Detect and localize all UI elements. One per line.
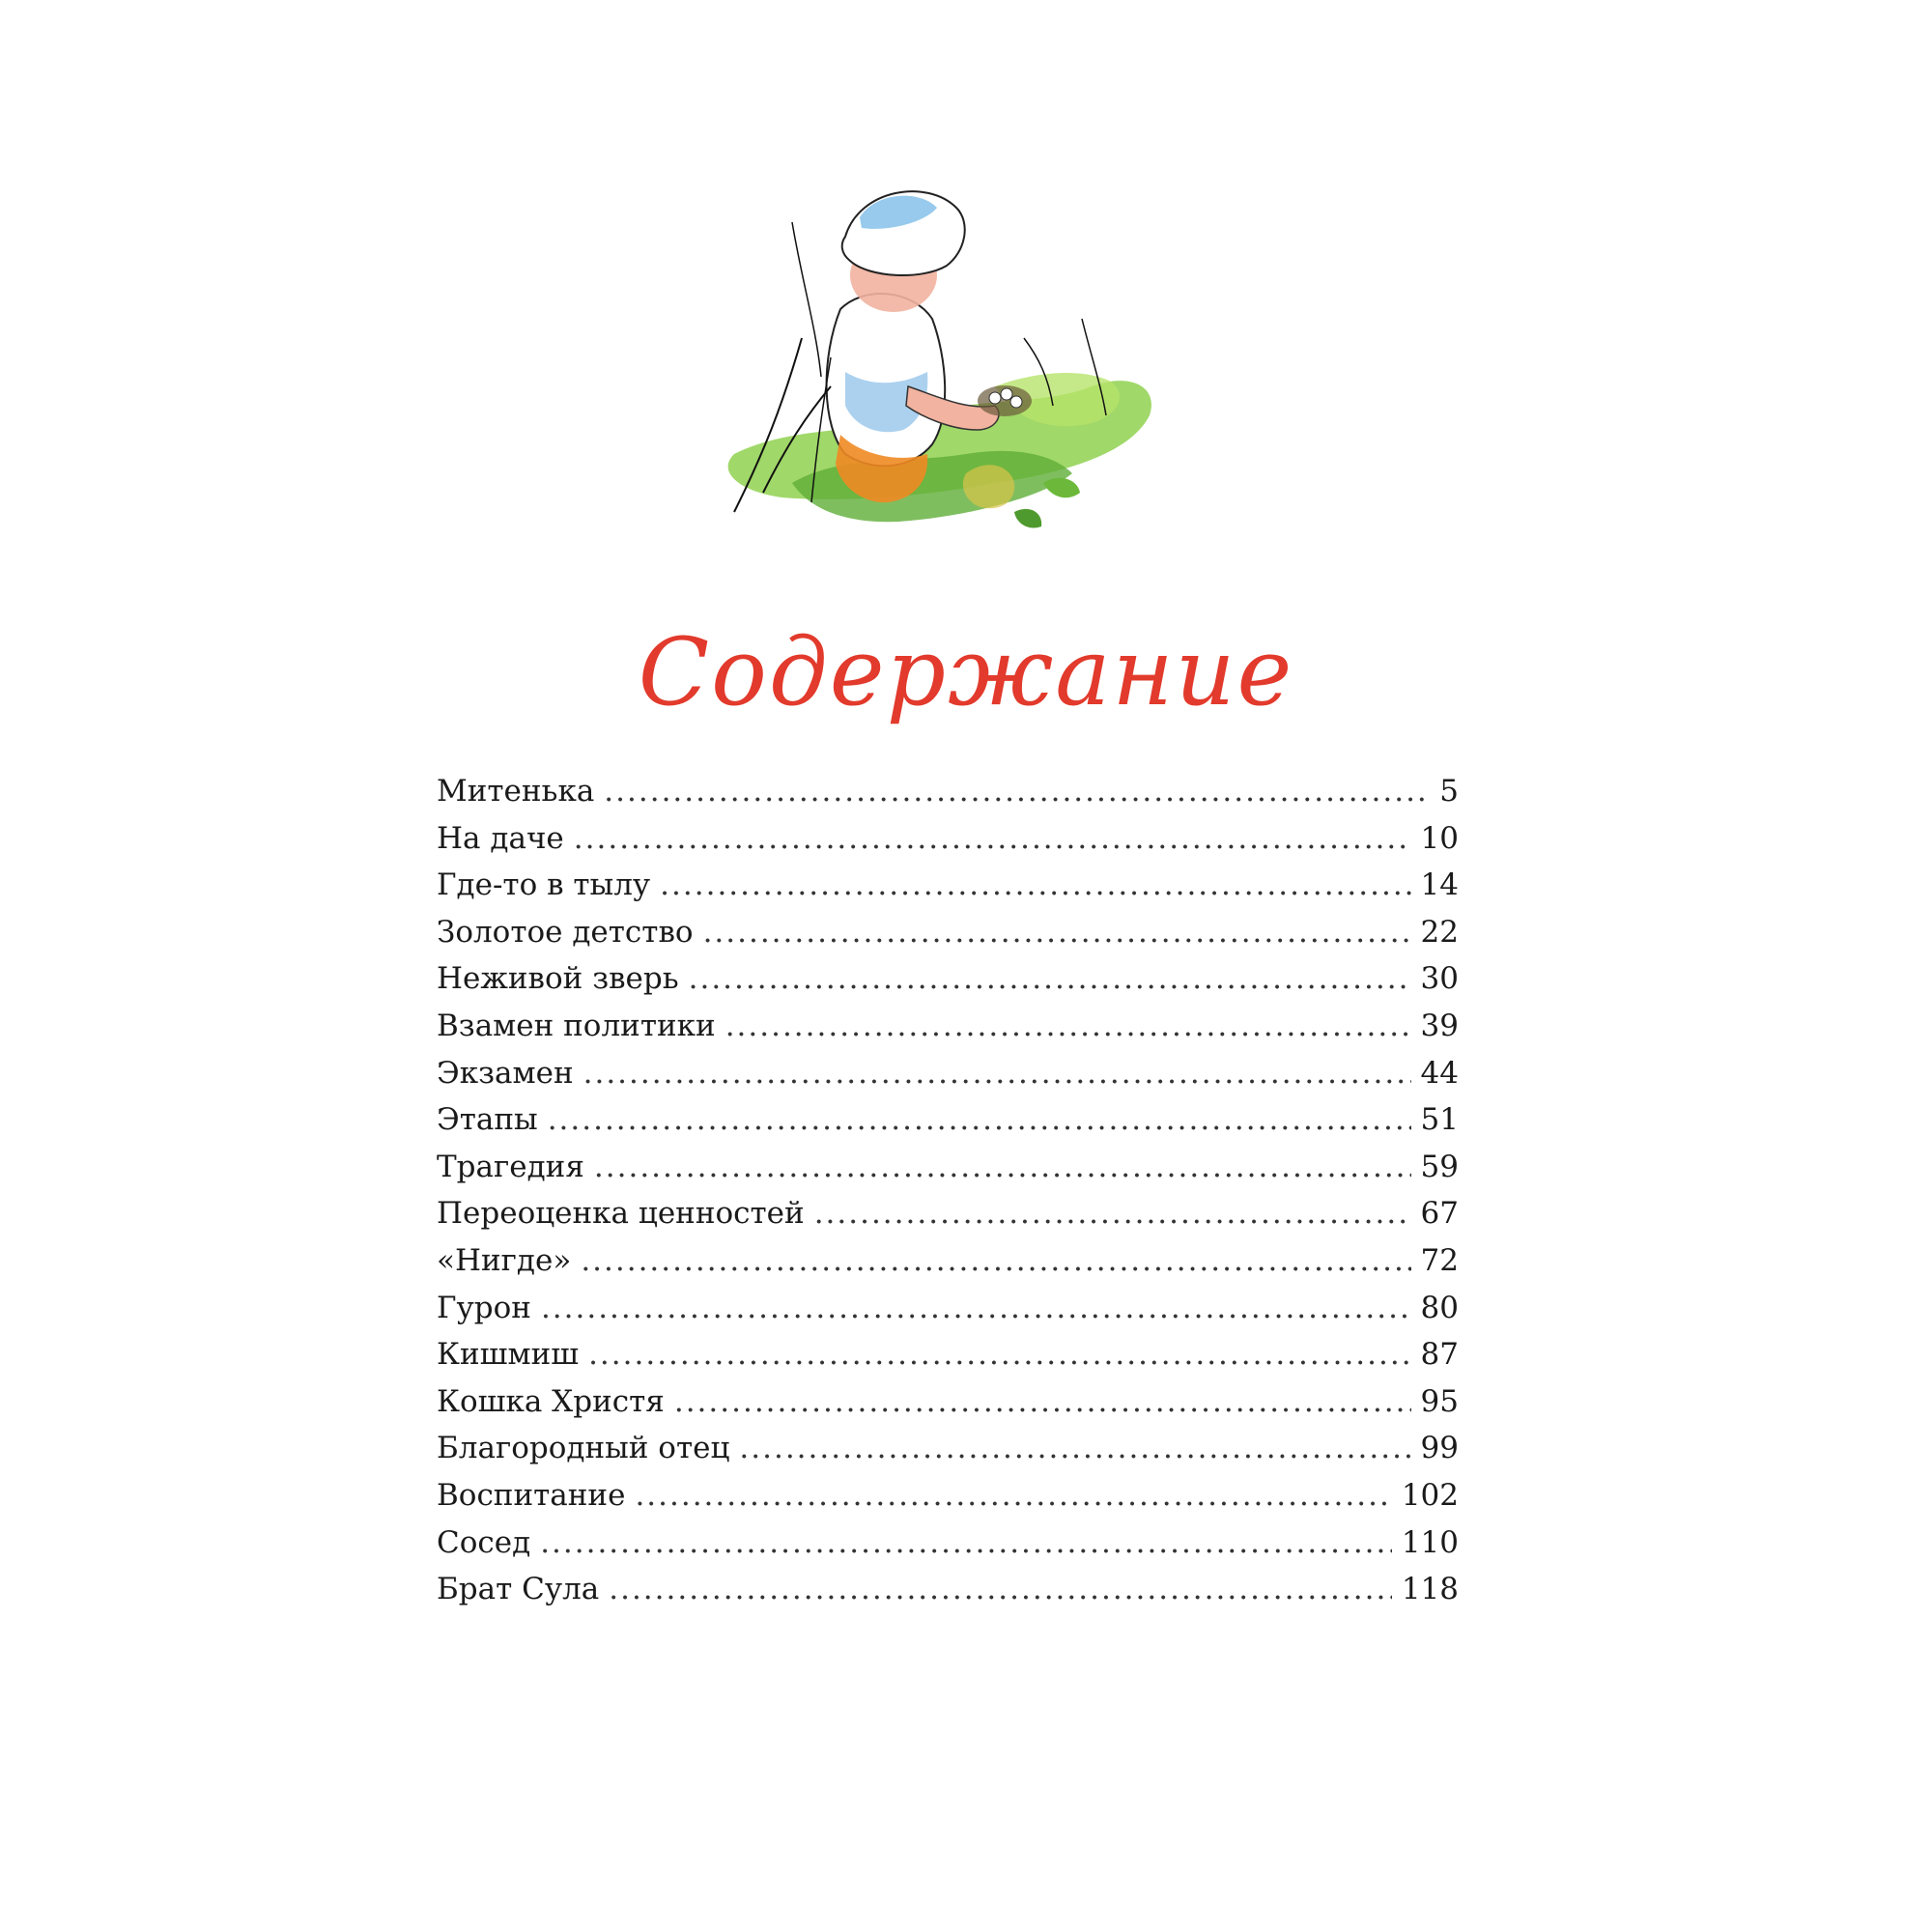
toc-entry-title: Кишмиш: [437, 1337, 580, 1373]
toc-entry-title: Благородный отец: [437, 1431, 730, 1466]
toc-entry-page: 5: [1439, 774, 1459, 809]
toc-leader-dots: [540, 1520, 1392, 1567]
toc-entry-page: 67: [1420, 1196, 1459, 1232]
toc-entry-page: 72: [1420, 1242, 1459, 1278]
toc-entry-page: 30: [1420, 961, 1459, 997]
toc-leader-dots: [583, 1050, 1411, 1097]
toc-leader-dots: [581, 1237, 1410, 1285]
toc-leader-dots: [674, 1378, 1411, 1426]
toc-entry-page: 44: [1420, 1055, 1459, 1091]
toc-leader-dots: [739, 1425, 1410, 1472]
toc-entry[interactable]: [437, 1237, 1459, 1285]
toc-entry[interactable]: [437, 1472, 1459, 1520]
toc-leader-dots: [609, 1566, 1392, 1613]
toc-entry-title: Взамен политики: [437, 1008, 716, 1043]
toc-entry[interactable]: [437, 862, 1459, 909]
toc-entry-title: Брат Сула: [437, 1572, 600, 1607]
toc-entry-page: 87: [1420, 1337, 1459, 1373]
toc-entry[interactable]: [437, 815, 1459, 863]
toc-entry[interactable]: [437, 1003, 1459, 1050]
toc-entry[interactable]: [437, 955, 1459, 1003]
toc-entry-title: Митенька: [437, 774, 595, 809]
toc-leader-dots: [635, 1472, 1391, 1520]
table-of-contents: [437, 768, 1459, 1613]
toc-entry[interactable]: [437, 1096, 1459, 1144]
toc-leader-dots: [689, 955, 1411, 1003]
toc-entry-page: 102: [1401, 1477, 1459, 1513]
toc-entry-page: 95: [1420, 1383, 1459, 1419]
toc-entry-page: 10: [1420, 820, 1459, 856]
toc-entry-title: Гурон: [437, 1290, 531, 1325]
toc-entry[interactable]: [437, 1285, 1459, 1332]
toc-leader-dots: [594, 1144, 1411, 1191]
toc-entry-title: Золотое детство: [437, 914, 694, 950]
toc-entry-title: На даче: [437, 820, 564, 856]
toc-leader-dots: [588, 1331, 1410, 1378]
toc-entry[interactable]: [437, 1331, 1459, 1378]
toc-leader-dots: [703, 909, 1411, 956]
toc-entry[interactable]: [437, 1050, 1459, 1097]
page-title: Содержание: [638, 618, 1294, 726]
toc-entry-title: Неживой зверь: [437, 961, 679, 997]
toc-entry[interactable]: [437, 1566, 1459, 1613]
toc-leader-dots: [604, 768, 1430, 815]
toc-entry-page: 51: [1420, 1102, 1459, 1138]
toc-entry[interactable]: [437, 1378, 1459, 1426]
toc-entry-title: Экзамен: [437, 1055, 574, 1091]
toc-entry-title: Этапы: [437, 1102, 538, 1138]
toc-entry[interactable]: [437, 1520, 1459, 1567]
toc-leader-dots: [574, 815, 1411, 863]
toc-entry-page: 110: [1401, 1524, 1459, 1560]
toc-entry-page: 22: [1420, 914, 1459, 950]
toc-entry-title: Кошка Христя: [437, 1383, 665, 1419]
toc-entry[interactable]: [437, 909, 1459, 956]
child-in-grass-illustration: [676, 164, 1198, 551]
toc-entry-title: «Нигде»: [437, 1242, 572, 1278]
toc-entry-page: 39: [1420, 1008, 1459, 1043]
toc-leader-dots: [725, 1003, 1411, 1050]
toc-entry-page: 14: [1420, 867, 1459, 903]
toc-entry-page: 80: [1420, 1290, 1459, 1325]
toc-entry[interactable]: [437, 768, 1459, 815]
toc-entry[interactable]: [437, 1190, 1459, 1237]
toc-leader-dots: [541, 1285, 1411, 1332]
toc-entry[interactable]: [437, 1144, 1459, 1191]
toc-entry-title: Воспитание: [437, 1477, 626, 1513]
toc-entry-title: Где-то в тылу: [437, 867, 651, 903]
toc-entry-title: Сосед: [437, 1524, 531, 1560]
toc-entry-page: 59: [1420, 1149, 1459, 1184]
toc-entry-page: 99: [1420, 1431, 1459, 1466]
toc-entry-title: Трагедия: [437, 1149, 584, 1184]
toc-entry-title: Переоценка ценностей: [437, 1196, 805, 1232]
toc-leader-dots: [660, 862, 1410, 909]
toc-entry[interactable]: [437, 1425, 1459, 1472]
toc-entry-page: 118: [1401, 1572, 1459, 1607]
toc-leader-dots: [814, 1190, 1411, 1237]
toc-leader-dots: [548, 1096, 1411, 1144]
